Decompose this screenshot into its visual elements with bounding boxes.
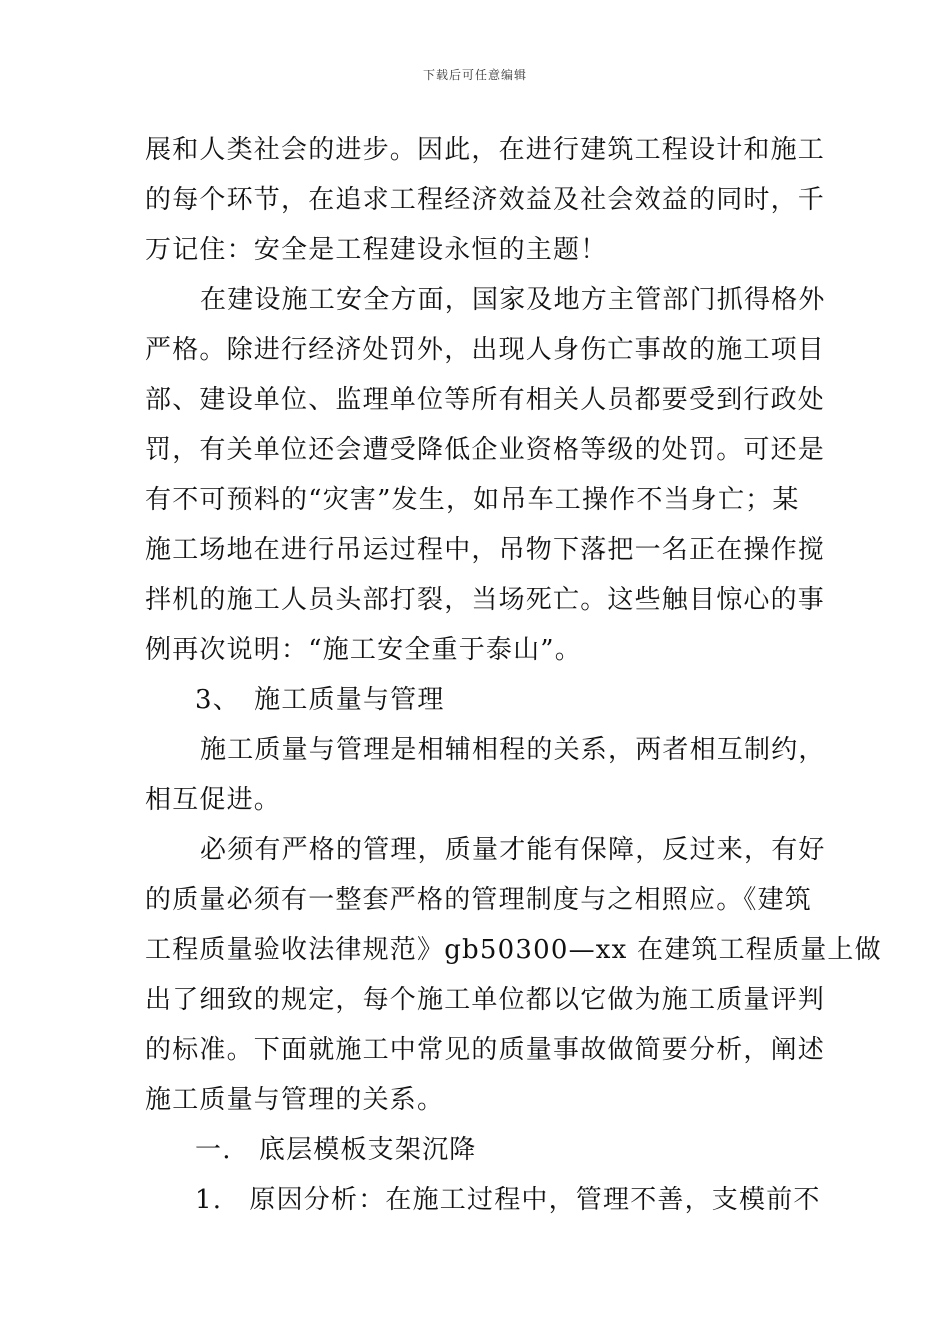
paragraph-first-line: 施工质量与管理是相辅相程的关系，两者相互制约， bbox=[200, 735, 826, 765]
text-line: 严格。除进行经济处罚外，出现人身伤亡事故的施工项目 bbox=[145, 335, 826, 365]
text-line: 例再次说明：“施工安全重于泰山”。 bbox=[145, 635, 582, 665]
text-line: 的质量必须有一整套严格的管理制度与之相照应。《建筑 bbox=[145, 885, 813, 915]
text-line: 万记住：安全是工程建设永恒的主题！ bbox=[145, 235, 608, 265]
text-line: 的每个环节，在追求工程经济效益及社会效益的同时，千 bbox=[145, 185, 826, 215]
text-line: 部、建设单位、监理单位等所有相关人员都要受到行政处 bbox=[145, 385, 826, 415]
text-line: 罚，有关单位还会遭受降低企业资格等级的处罚。可还是 bbox=[145, 435, 826, 465]
body-text bbox=[145, 125, 882, 1225]
text-line: 有不可预料的“灾害”发生，如吊车工操作不当身亡；某 bbox=[145, 485, 800, 515]
text-line: 出了细致的规定，每个施工单位都以它做为施工质量评判 bbox=[145, 985, 826, 1015]
text-line: 工程质量验收法律规范》gb50300—xx 在建筑工程质量上做 bbox=[145, 935, 882, 965]
text-line: 展和人类社会的进步。因此，在进行建筑工程设计和施工 bbox=[145, 135, 826, 165]
paragraph-first-line: 必须有严格的管理，质量才能有保障，反过来，有好 bbox=[200, 835, 826, 865]
section-heading: 3、 施工质量与管理 bbox=[195, 685, 445, 715]
text-line: 施工质量与管理的关系。 bbox=[145, 1085, 445, 1115]
header-note: 下载后可任意编辑 bbox=[422, 68, 527, 82]
list-item: 1. 原因分析：在施工过程中，管理不善，支模前不 bbox=[195, 1185, 821, 1215]
subsection-heading: 一. 底层模板支架沉降 bbox=[195, 1135, 477, 1165]
paragraph-first-line: 在建设施工安全方面，国家及地方主管部门抓得格外 bbox=[200, 285, 826, 315]
text-line: 相互促进。 bbox=[145, 785, 282, 815]
text-line: 拌机的施工人员头部打裂，当场死亡。这些触目惊心的事 bbox=[145, 585, 826, 615]
text-line: 的标准。下面就施工中常见的质量事故做简要分析，阐述 bbox=[145, 1035, 826, 1065]
text-line: 施工场地在进行吊运过程中，吊物下落把一名正在操作搅 bbox=[145, 535, 826, 565]
